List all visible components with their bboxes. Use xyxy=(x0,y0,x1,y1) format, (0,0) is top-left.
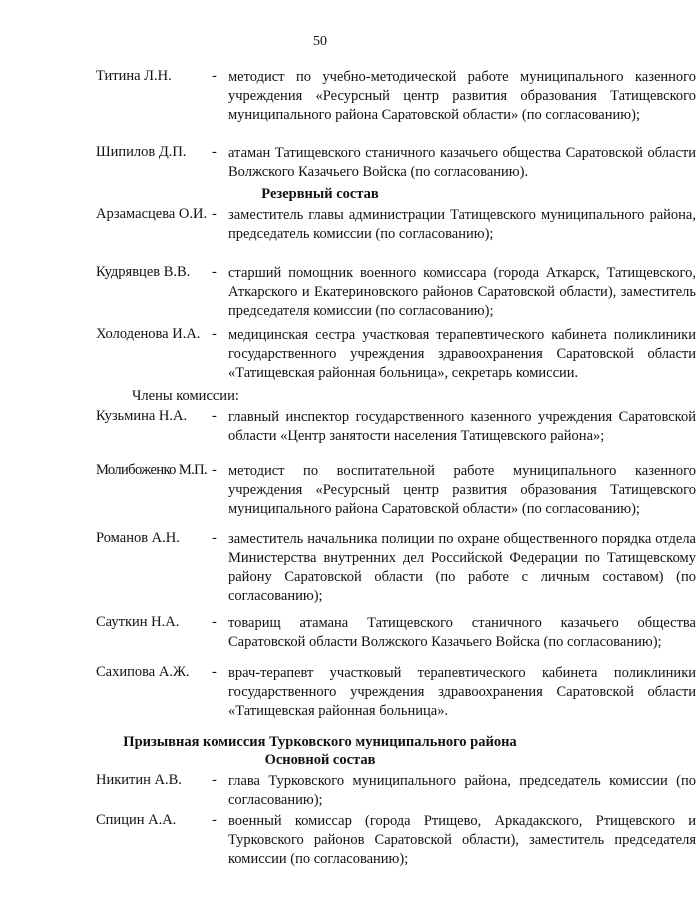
member-name: Сахипова А.Ж. xyxy=(96,664,190,680)
member-name: Романов А.Н. xyxy=(96,530,180,546)
member-name: Никитин А.В. xyxy=(96,772,182,788)
member-description: атаман Татищевского станичного казачьего общества Саратовской области Волжского Казачьего Войска (по согласованию). xyxy=(228,145,696,180)
member-name: Кузьмина Н.А. xyxy=(96,408,188,424)
dash: - xyxy=(212,326,217,342)
dash: - xyxy=(212,462,217,478)
dash: - xyxy=(212,264,217,280)
dash: - xyxy=(212,206,217,222)
member-name: Шипилов Д.П. xyxy=(96,144,187,160)
member-description: заместитель начальника полиции по охране общественного порядка отдела Министерства внутренних дел Российской Федерации по Татищевскому району Саратовской области (по работе с личным составом) (по согласованию); xyxy=(228,531,696,604)
dash: - xyxy=(212,144,217,160)
dash: - xyxy=(212,812,217,828)
member-description: врач-терапевт участковый терапевтического кабинета поликлиники государственного учреждения здравоохранения Саратовской области «Татищевская районная больница». xyxy=(228,665,696,719)
member-description: глава Турковского муниципального района, председатель комиссии (по согласованию); xyxy=(228,773,696,808)
members-label: Члены комиссии: xyxy=(132,388,239,404)
member-name: Сауткин Н.А. xyxy=(96,614,180,630)
member-name: Кудрявцев В.В. xyxy=(96,264,191,280)
member-name: Холоденова И.А. xyxy=(96,326,201,342)
dash: - xyxy=(212,614,217,630)
member-description: товарищ атамана Татищевского станичного казачьего общества Саратовской области Волжского Казачьего Войска (по согласованию); xyxy=(228,615,696,650)
member-description: главный инспектор государственного казенного учреждения Саратовской области «Центр занятости населения Татищевского района»; xyxy=(228,409,696,444)
member-description: методист по учебно-методической работе муниципального казенного учреждения «Ресурсный центр развития образования Татищевского муниципального района Саратовской области» (по согласованию); xyxy=(228,69,696,123)
member-description: военный комиссар (города Ртищево, Аркадакского, Ртищевского и Турковского районов Саратовской области), заместитель председателя комиссии (по согласованию); xyxy=(228,813,696,867)
member-description: заместитель главы администрации Татищевского муниципального района, председатель комиссии (по согласованию); xyxy=(228,207,696,242)
dash: - xyxy=(212,664,217,680)
dash: - xyxy=(212,530,217,546)
member-description: старший помощник военного комиссара (города Аткарск, Татищевского, Аткарского и Екатериновского районов Саратовской области), заместитель председателя комиссии (по согласованию); xyxy=(228,265,696,319)
section-heading-main: Основной состав xyxy=(264,752,376,768)
section-heading-reserve: Резервный состав xyxy=(261,186,379,202)
dash: - xyxy=(212,772,217,788)
member-name: Молибоженко М.П. xyxy=(96,462,208,478)
page-number: 50 xyxy=(313,34,327,49)
member-description: медицинская сестра участковая терапевтического кабинета поликлиники государственного учреждения здравоохранения Саратовской области «Татищевская районная больница», секретарь комиссии. xyxy=(228,327,696,381)
dash: - xyxy=(212,408,217,424)
section-heading-turkov: Призывная комиссия Турковского муниципального района xyxy=(123,734,517,750)
member-name: Титина Л.Н. xyxy=(96,68,172,84)
member-name: Спицин А.А. xyxy=(96,812,177,828)
member-name: Арзамасцева О.И. xyxy=(96,206,208,222)
dash: - xyxy=(212,68,217,84)
member-description: методист по воспитательной работе муниципального казенного учреждения «Ресурсный центр развития образования Татищевского муниципального района Саратовской области» (по согласованию); xyxy=(228,463,696,517)
